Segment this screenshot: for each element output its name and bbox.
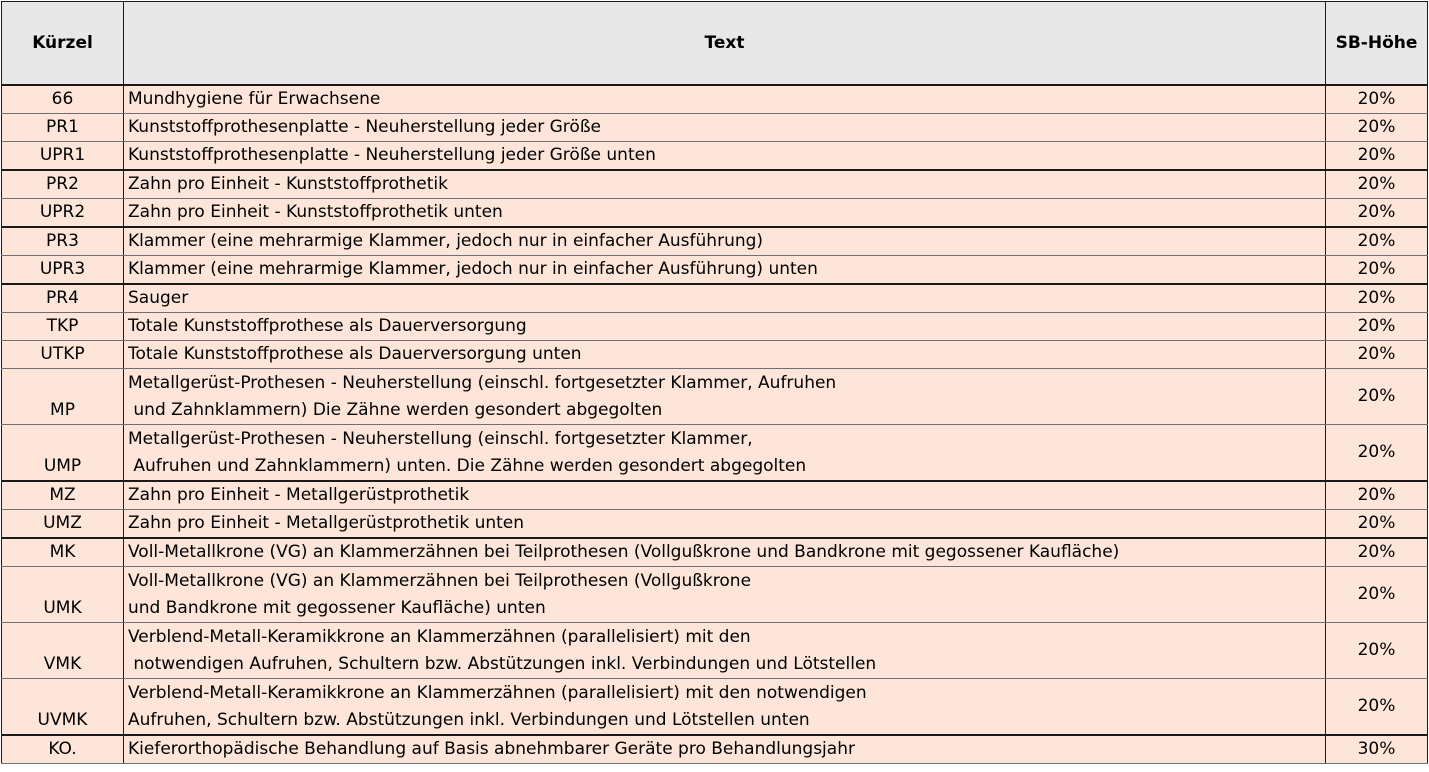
cell-text: Kunststoffprothesenplatte - Neuherstellung jeder Größe unten <box>124 142 1326 171</box>
cell-pct: 20% <box>1326 369 1428 425</box>
cell-pct: 20% <box>1326 142 1428 171</box>
cell-code: MK <box>2 538 124 567</box>
header-text: Text <box>124 2 1326 86</box>
cell-text: Klammer (eine mehrarmige Klammer, jedoch nur in einfacher Ausführung) <box>124 227 1326 256</box>
table-row <box>2 256 1428 285</box>
table-row <box>2 199 1428 228</box>
cell-pct: 20% <box>1326 114 1428 142</box>
table-row <box>2 142 1428 171</box>
table-row <box>2 369 1428 425</box>
cell-code: TKP <box>2 313 124 341</box>
cell-code: MZ <box>2 481 124 510</box>
table-row <box>2 425 1428 482</box>
cell-text: Metallgerüst-Prothesen - Neuherstellung (einschl. fortgesetzter Klammer, Aufruhen und Zahnklammern) Die Zähne werden gesondert abgegolten <box>124 369 1326 425</box>
cell-code: PR2 <box>2 170 124 199</box>
cell-code: UPR2 <box>2 199 124 228</box>
cell-text: Voll-Metallkrone (VG) an Klammerzähnen bei Teilprothesen (Vollgußkrone und Bandkrone mit gegossener Kaufläche) unten <box>124 567 1326 623</box>
cell-code: 66 <box>2 85 124 114</box>
header-code: Kürzel <box>2 2 124 86</box>
cell-pct: 20% <box>1326 170 1428 199</box>
cell-text: Zahn pro Einheit - Metallgerüstprothetik unten <box>124 510 1326 539</box>
cell-pct: 20% <box>1326 313 1428 341</box>
cell-code: PR3 <box>2 227 124 256</box>
cell-code: KO. <box>2 735 124 764</box>
cell-code: UPR3 <box>2 256 124 285</box>
cell-pct: 20% <box>1326 567 1428 623</box>
cell-pct: 20% <box>1326 538 1428 567</box>
cell-pct: 20% <box>1326 85 1428 114</box>
cell-text: Kunststoffprothesenplatte - Neuherstellung jeder Größe <box>124 114 1326 142</box>
cell-pct: 20% <box>1326 510 1428 539</box>
cell-pct: 20% <box>1326 679 1428 736</box>
cell-text: Sauger <box>124 284 1326 313</box>
table-row <box>2 170 1428 199</box>
cell-text: Klammer (eine mehrarmige Klammer, jedoch nur in einfacher Ausführung) unten <box>124 256 1326 285</box>
cell-text: Voll-Metallkrone (VG) an Klammerzähnen bei Teilprothesen (Vollgußkrone und Bandkrone mit gegossener Kaufläche) <box>124 538 1326 567</box>
cell-code: UVMK <box>2 679 124 736</box>
cell-pct: 20% <box>1326 623 1428 679</box>
cell-code: PR1 <box>2 114 124 142</box>
cell-pct: 20% <box>1326 341 1428 369</box>
table-row <box>2 341 1428 369</box>
cell-pct: 30% <box>1326 735 1428 764</box>
table-row <box>2 679 1428 736</box>
cell-code: UMZ <box>2 510 124 539</box>
cell-text: Zahn pro Einheit - Kunststoffprothetik <box>124 170 1326 199</box>
cell-text: Metallgerüst-Prothesen - Neuherstellung (einschl. fortgesetzter Klammer, Aufruhen und Zahnklammern) unten. Die Zähne werden gesondert abgegolten <box>124 425 1326 482</box>
cell-text: Zahn pro Einheit - Kunststoffprothetik unten <box>124 199 1326 228</box>
cell-code: UMP <box>2 425 124 482</box>
cell-code: PR4 <box>2 284 124 313</box>
table-row <box>2 313 1428 341</box>
cell-text: Mundhygiene für Erwachsene <box>124 85 1326 114</box>
cell-text: Totale Kunststoffprothese als Dauerversorgung <box>124 313 1326 341</box>
cell-pct: 20% <box>1326 227 1428 256</box>
cell-code: UMK <box>2 567 124 623</box>
fee-table <box>1 1 1428 764</box>
cell-pct: 20% <box>1326 481 1428 510</box>
table-row <box>2 481 1428 510</box>
cell-pct: 20% <box>1326 199 1428 228</box>
cell-pct: 20% <box>1326 425 1428 482</box>
table-row <box>2 538 1428 567</box>
cell-text: Verblend-Metall-Keramikkrone an Klammerzähnen (parallelisiert) mit den notwendigen Aufruhen, Schultern bzw. Abstützungen inkl. Verbindungen und Lötstellen <box>124 623 1326 679</box>
table-row <box>2 227 1428 256</box>
table-row <box>2 567 1428 623</box>
cell-pct: 20% <box>1326 284 1428 313</box>
header-row <box>2 2 1428 86</box>
cell-pct: 20% <box>1326 256 1428 285</box>
table-row <box>2 85 1428 114</box>
cell-code: MP <box>2 369 124 425</box>
table-row <box>2 623 1428 679</box>
table-row <box>2 284 1428 313</box>
cell-code: VMK <box>2 623 124 679</box>
cell-code: UPR1 <box>2 142 124 171</box>
table-row <box>2 114 1428 142</box>
table-row <box>2 735 1428 764</box>
cell-code: UTKP <box>2 341 124 369</box>
cell-text: Kieferorthopädische Behandlung auf Basis abnehmbarer Geräte pro Behandlungsjahr <box>124 735 1326 764</box>
cell-text: Zahn pro Einheit - Metallgerüstprothetik <box>124 481 1326 510</box>
cell-text: Verblend-Metall-Keramikkrone an Klammerzähnen (parallelisiert) mit den notwendigen Aufruhen, Schultern bzw. Abstützungen inkl. Verbindungen und Lötstellen unten <box>124 679 1326 736</box>
table-row <box>2 510 1428 539</box>
header-pct: SB-Höhe <box>1326 2 1428 86</box>
cell-text: Totale Kunststoffprothese als Dauerversorgung unten <box>124 341 1326 369</box>
